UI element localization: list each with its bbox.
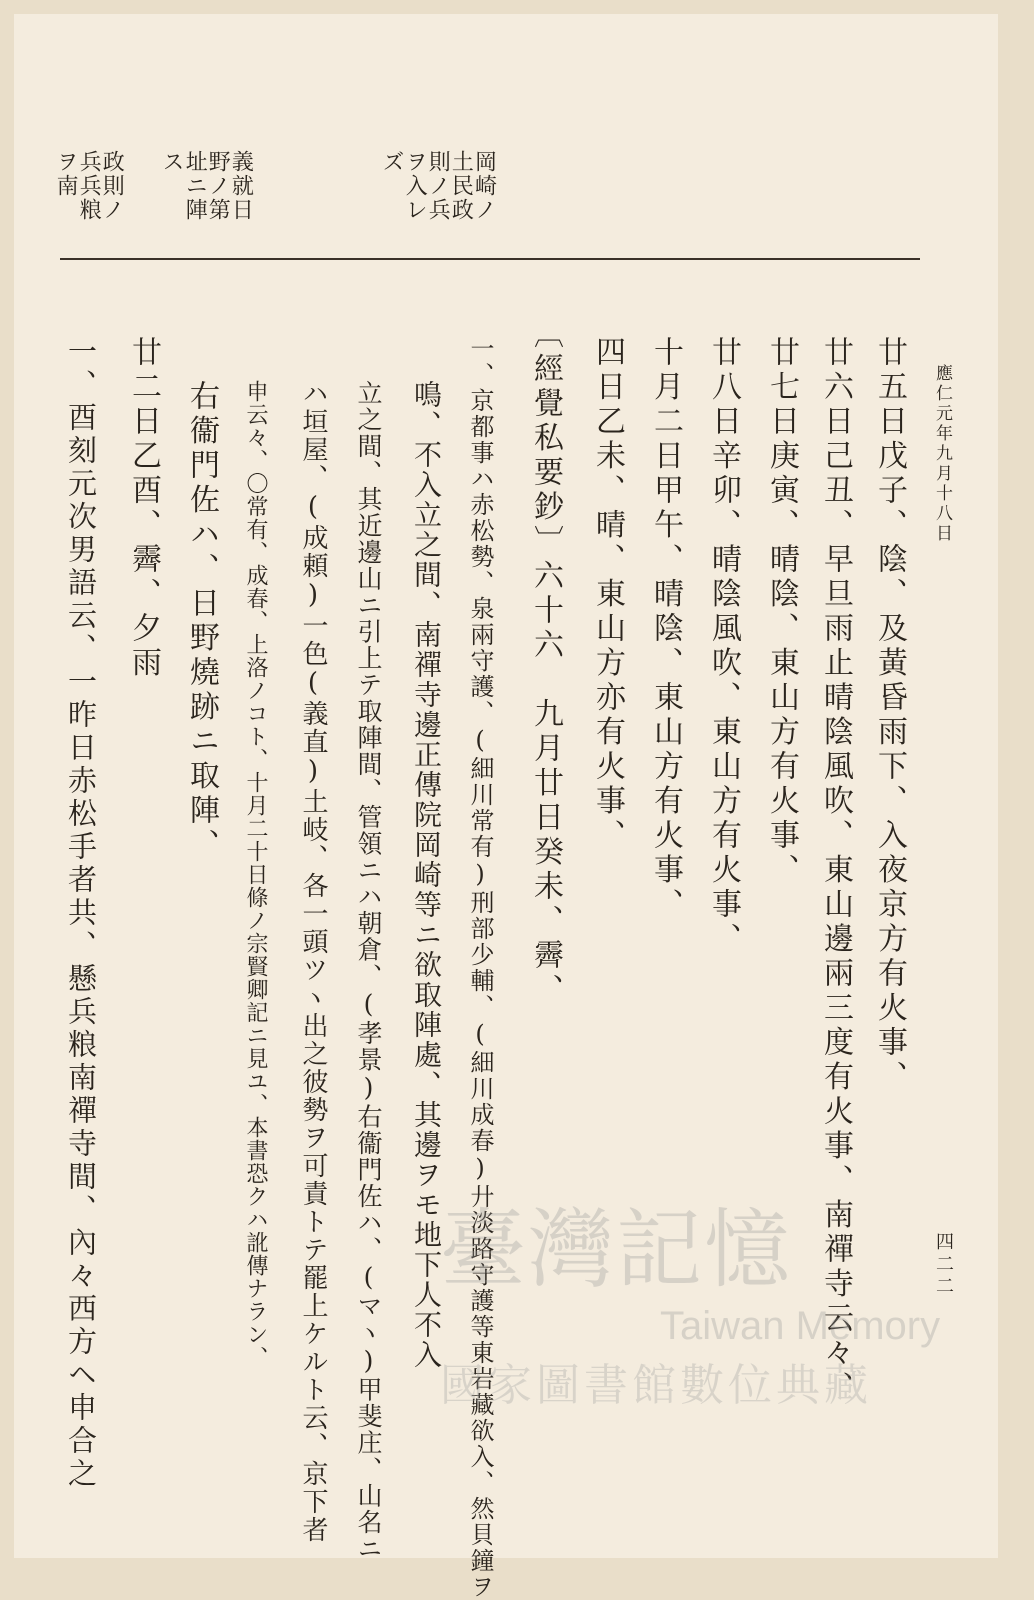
text-line: 廿六日己丑、早旦雨止晴陰風吹、東山邊兩三度有火事、南禪寺云々、 [818,336,853,1406]
text-line: 四日乙未、晴、東山方亦有火事、 [590,336,625,854]
text-line: 鳴、不入立之間、南禪寺邊正傳院岡崎等ニ欲取陣處、其邊ヲモ地下人不入 [410,380,443,1370]
editorial-note: 申云々、〇常有、成春、上洛ノコト、十月二十日條ノ宗賢卿記ニ見ユ、本書恐クハ訛傳ナラン、 [243,380,268,1369]
text-line: 廿二日乙酉、霽、夕雨 [126,336,161,681]
text-line: 立之間、其近邊山ニ引上テ取陣間、管領ニハ朝倉、(孝景)右衞門佐ハ、(マヽ)甲斐庄、山名ニ [354,380,383,1562]
text-line: 一、酉刻元次男語云、一昨日赤松手者共、懸兵粮南禪寺間、內々西方ヘ申合之 [64,336,98,1491]
text-line: 廿七日庚寅、晴陰、東山方有火事、 [764,336,799,888]
watermark [440,1180,960,1440]
watermark-chinese: 臺灣記憶 [440,1200,792,1300]
text-line: ハ垣屋、(成頼)一色(義直)土岐、各一頭ツヽ出之彼勢ヲ可責トテ罷上ケルト云、京下者 [298,380,328,1544]
text-line: 廿五日戊子、陰、及黃昏雨下、入夜京方有火事、 [872,336,907,1095]
running-title: 應仁元年九月十八日 [932,364,952,544]
page-number: 四二二 [933,1232,954,1298]
header-rule [60,258,920,260]
text-line: 一、京都事ハ赤松勢、泉兩守護、(細川常有)刑部少輔、(細川成春)廾淡路守護等東岩藏欲入、然貝鐘ヲ [466,336,494,1600]
text-line: 十月二日甲午、晴陰、東山方有火事、 [648,336,683,923]
margin-annotation: 岡崎ノ土民政則ノ兵ヲ入レズ [379,150,497,222]
margin-annotation: 政則ノ兵兵粮ヲ南 [53,150,125,222]
text-line: 廿八日辛卯、晴陰風吹、東山方有火事、 [706,336,741,957]
text-line: 右衞門佐ハ、日野燒跡ニ取陣、 [184,380,219,863]
watermark-library: 國家圖書館數位典藏 [440,1360,872,1411]
watermark-english: Taiwan Memory [660,1304,941,1348]
source-heading: 〔經覺私要鈔〕六十六 九月廿日癸未、霽、 [528,318,563,1008]
margin-annotation: 義就日野ノ第址ニ陣ス [159,150,254,222]
